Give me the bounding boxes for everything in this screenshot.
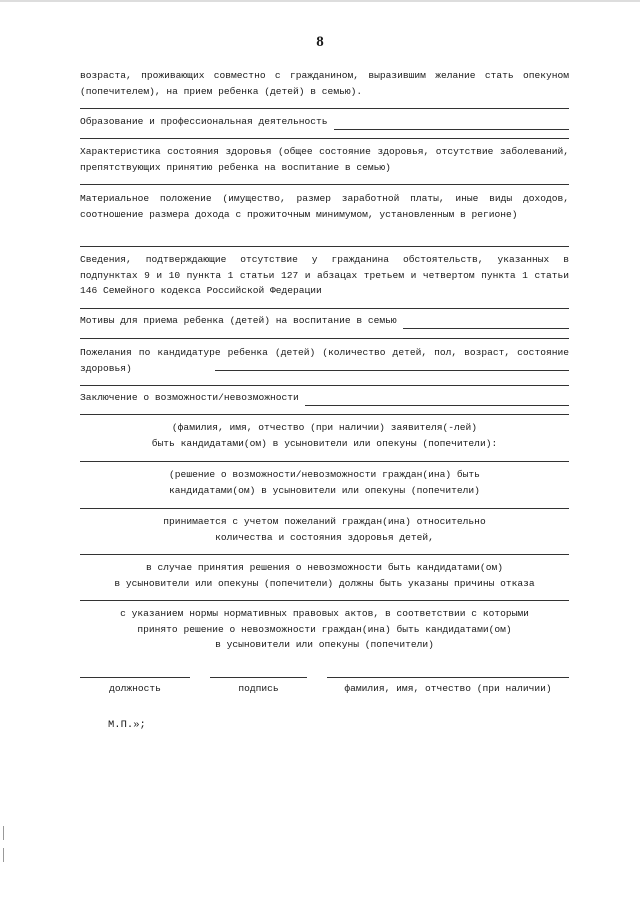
fill-line [80, 508, 569, 509]
note-line: кандидатами(ом) в усыновители или опекуны (попечители) [169, 484, 480, 496]
fill-line [80, 108, 569, 109]
motives-label: Мотивы для приема ребенка (детей) на воспитание в семью [80, 315, 397, 326]
conclusion-fill-line [305, 394, 569, 406]
info-paragraph: Сведения, подтверждающие отсутствие у гражданина обстоятельств, указанных в подпунктах 9 и 10 пункта 1 статьи 127 и абзацах третьем и четвертом пункта 1 статьи 146 Семейного кодекса Российской Федерации [80, 254, 569, 296]
fill-line [80, 414, 569, 415]
wishes-label: Пожелания по кандидатуре ребенка (детей) (количество детей, пол, возраст, состояние здоровья) [80, 347, 569, 374]
note-wishes-considered [80, 514, 569, 545]
note-legal-norms [80, 606, 569, 653]
education-label: Образование и профессиональная деятельность [80, 116, 328, 127]
fill-line [80, 138, 569, 139]
health-paragraph: Характеристика состояния здоровья (общее состояние здоровья, отсутствие заболеваний, препятствующих принятию ребенка на воспитание в семью) [80, 146, 569, 173]
seal-mark: М.П.»; [108, 719, 146, 731]
education-fill-line [334, 118, 569, 130]
fill-line [80, 338, 569, 339]
paragraph-residents: возраста, проживающих совместно с гражданином, выразившим желание стать опекуном (попечителем), на прием ребенка (детей) в семью). [80, 70, 569, 97]
conclusion-row [80, 390, 569, 406]
note-line: быть кандидатами(ом) в усыновители или опекуны (попечители): [151, 437, 498, 449]
sign-signature-line [210, 677, 307, 678]
fill-line [80, 554, 569, 555]
note-line: (решение о возможности/невозможности граждан(ина) быть [169, 469, 480, 480]
note-line: количества и состояния здоровья детей, [215, 531, 434, 543]
scan-top-edge [0, 0, 640, 2]
wishes-paragraph [80, 345, 569, 376]
name-signature-line [327, 677, 569, 678]
note-line: (фамилия, имя, отчество (при наличии) заявителя(-лей) [171, 422, 478, 433]
note-line: принимается с учетом пожеланий граждан(ина) относительно [163, 516, 486, 527]
scan-margin-mark [3, 826, 4, 840]
conclusion-label: Заключение о возможности/невозможности [80, 392, 299, 403]
motives-fill-line [403, 317, 569, 329]
note-line: принято решение о невозможности граждан(ина) быть кандидатами(ом) [137, 623, 512, 635]
note-decision [80, 467, 569, 498]
note-line: в усыновители или опекуны (попечители) [215, 639, 434, 650]
wishes-fill-line [215, 370, 569, 371]
fill-line [80, 246, 569, 247]
note-line: в усыновители или опекуны (попечители) должны быть указаны причины отказа [114, 577, 535, 589]
fill-line [80, 600, 569, 601]
material-paragraph: Материальное положение (имущество, размер заработной платы, иные виды доходов, соотношение размера дохода с прожиточным минимумом, установленным в регионе) [80, 193, 569, 220]
scan-margin-mark [3, 848, 4, 862]
fill-line [80, 461, 569, 462]
note-line: в случае принятия решения о невозможности быть кандидатами(ом) [146, 562, 503, 573]
note-applicants [80, 420, 569, 451]
signature-name-label: фамилия, имя, отчество (при наличии) [344, 683, 552, 694]
page-number: 8 [316, 34, 324, 50]
fill-line [80, 184, 569, 185]
motives-row [80, 313, 569, 329]
signature-position-label: должность [109, 683, 161, 694]
note-line: с указанием нормы нормативных правовых актов, в соответствии с которыми [120, 608, 529, 619]
signature-sign-label: подпись [238, 683, 279, 694]
note-refusal-reasons [80, 560, 569, 591]
fill-line [80, 308, 569, 309]
position-signature-line [80, 677, 190, 678]
education-row [80, 114, 569, 130]
fill-line [80, 385, 569, 386]
